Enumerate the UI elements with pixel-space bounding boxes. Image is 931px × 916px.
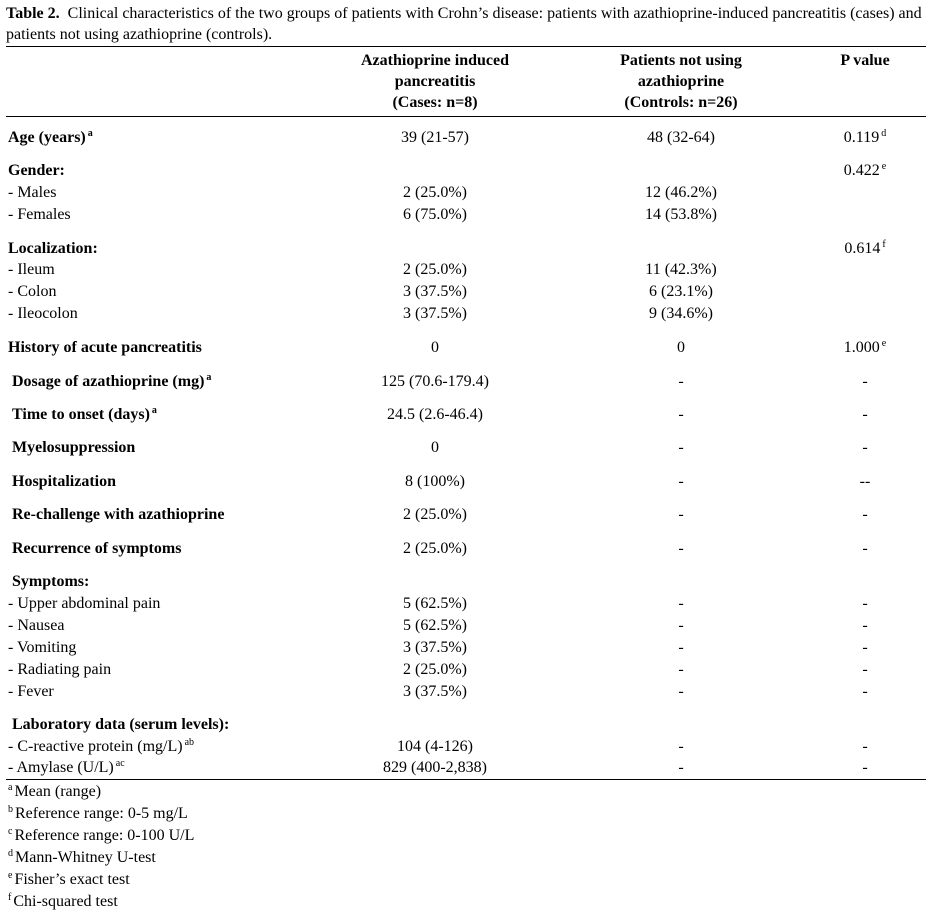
footnote-f-text: Chi-squared test [13, 893, 118, 910]
footnote-e [8, 869, 130, 891]
row-colon-label: - Colon [8, 283, 57, 300]
footnote-c [8, 825, 194, 847]
row-amylase-label-text: - Amylase (U/L) [8, 759, 114, 776]
footnote-b [8, 803, 188, 825]
row-nausea-controls: - [678, 617, 684, 634]
header-controls-line1: Patients not using [620, 52, 742, 69]
row-rechallenge-cases: 2 (25.0%) [403, 506, 467, 523]
header-cases [330, 50, 540, 113]
row-vomiting-controls: - [678, 639, 684, 656]
row-upper-cases: 5 (62.5%) [403, 595, 467, 612]
row-nausea-p: - [862, 617, 868, 634]
header-cases-line3: (Cases: n=8) [392, 94, 478, 111]
row-onset-label-text: Time to onset (days) [12, 406, 150, 423]
footnote-a-mark: a [8, 782, 13, 793]
header-cases-line1: Azathioprine induced [360, 52, 509, 69]
row-age-p-text: 0.119 [843, 129, 880, 146]
row-fever-label: - Fever [8, 683, 54, 700]
row-dosage-sup: a [206, 372, 212, 383]
row-recurrence-label: Recurrence of symptoms [12, 540, 182, 557]
row-recurrence-p: - [862, 540, 868, 557]
row-history-p-text: 1.000 [843, 339, 880, 356]
row-dosage-cases: 125 (70.6-179.4) [381, 373, 489, 390]
row-males-controls: 12 (46.2%) [645, 184, 717, 201]
row-fever-p: - [862, 683, 868, 700]
row-age-sup: a [87, 128, 93, 139]
row-females-controls: 14 (53.8%) [645, 206, 717, 223]
row-vomiting-p: - [862, 639, 868, 656]
row-males-cases: 2 (25.0%) [403, 184, 467, 201]
footnote-f [8, 891, 118, 913]
row-onset-p: - [862, 406, 868, 423]
row-fever-controls: - [678, 683, 684, 700]
row-amylase-label [8, 757, 125, 779]
row-ileocolon-label: - Ileocolon [8, 305, 78, 322]
row-gender-label: Gender: [8, 162, 65, 179]
row-recurrence-controls: - [678, 540, 684, 557]
footnote-a-text: Mean (range) [14, 783, 102, 800]
row-radiating-p: - [862, 661, 868, 678]
row-age-controls: 48 (32-64) [647, 129, 715, 146]
row-onset-label [12, 404, 157, 426]
row-localization-p [795, 238, 931, 260]
row-age-psup: d [881, 128, 887, 139]
row-gender-p-text: 0.422 [843, 162, 880, 179]
footnote-b-text: Reference range: 0-5 mg/L [15, 805, 188, 822]
row-history-controls: 0 [677, 339, 685, 356]
row-myelo-cases: 0 [431, 439, 439, 456]
row-age-label-text: Age (years) [8, 129, 86, 146]
row-crp-p: - [862, 738, 868, 755]
footnote-d [8, 847, 156, 869]
row-recurrence-cases: 2 (25.0%) [403, 540, 467, 557]
header-controls [576, 50, 786, 113]
row-crp-sup: ab [184, 737, 195, 748]
header-controls-line2: azathioprine [637, 73, 725, 90]
header-rule [6, 116, 926, 117]
caption-text: Clinical characteristics of the two groups of patients with Crohn’s disease: patients with azathioprine-induced pancreatitis (cases) and patients not using azathioprine (controls). [6, 5, 922, 43]
footnote-d-mark: d [8, 848, 13, 859]
row-ileum-controls: 11 (42.3%) [645, 261, 717, 278]
header-pvalue: P value [840, 52, 890, 69]
row-ileocolon-cases: 3 (37.5%) [403, 305, 467, 322]
row-amylase-sup: ac [115, 758, 125, 769]
row-upper-label: - Upper abdominal pain [8, 595, 161, 612]
row-age-cases: 39 (21-57) [401, 129, 469, 146]
row-crp-cases: 104 (4-126) [397, 738, 473, 755]
row-hosp-label: Hospitalization [12, 473, 117, 490]
row-ileum-cases: 2 (25.0%) [403, 261, 467, 278]
row-females-label: - Females [8, 206, 71, 223]
row-onset-sup: a [151, 405, 157, 416]
row-onset-cases: 24.5 (2.6-46.4) [387, 406, 483, 423]
footnote-e-text: Fisher’s exact test [14, 871, 130, 888]
row-localization-p-text: 0.614 [844, 240, 881, 257]
row-radiating-label: - Radiating pain [8, 661, 112, 678]
row-females-cases: 6 (75.0%) [403, 206, 467, 223]
row-vomiting-label: - Vomiting [8, 639, 77, 656]
row-myelo-p: - [862, 439, 868, 456]
top-rule [6, 46, 926, 47]
row-amylase-cases: 829 (400-2,838) [383, 759, 487, 776]
row-crp-label-text: - C-reactive protein (mg/L) [8, 738, 183, 755]
footnote-a [8, 781, 101, 803]
footnote-b-mark: b [8, 804, 13, 815]
row-localization-psup: f [882, 239, 886, 250]
row-history-p [795, 337, 931, 359]
row-hosp-controls: - [678, 473, 684, 490]
row-myelo-controls: - [678, 439, 684, 456]
table-label: Table 2. [6, 5, 60, 22]
row-hosp-cases: 8 (100%) [405, 473, 465, 490]
row-rechallenge-label: Re-challenge with azathioprine [12, 506, 225, 523]
footnote-e-mark: e [8, 870, 13, 881]
row-history-cases: 0 [431, 339, 439, 356]
row-onset-controls: - [678, 406, 684, 423]
row-amylase-p: - [862, 759, 868, 776]
row-upper-controls: - [678, 595, 684, 612]
row-colon-cases: 3 (37.5%) [403, 283, 467, 300]
row-nausea-label: - Nausea [8, 617, 65, 634]
row-vomiting-cases: 3 (37.5%) [403, 639, 467, 656]
row-rechallenge-p: - [862, 506, 868, 523]
row-history-psup: e [881, 338, 887, 349]
row-gender-psup: e [881, 161, 887, 172]
row-crp-controls: - [678, 738, 684, 755]
row-dosage-p: - [862, 373, 868, 390]
row-dosage-label-text: Dosage of azathioprine (mg) [12, 373, 205, 390]
footnote-c-mark: c [8, 826, 13, 837]
row-ileocolon-controls: 9 (34.6%) [649, 305, 713, 322]
row-males-label: - Males [8, 184, 57, 201]
row-localization-label: Localization: [8, 240, 98, 257]
row-nausea-cases: 5 (62.5%) [403, 617, 467, 634]
row-crp-label [8, 736, 194, 758]
footnote-c-text: Reference range: 0-100 U/L [14, 827, 195, 844]
row-dosage-controls: - [678, 373, 684, 390]
row-ileum-label: - Ileum [8, 261, 55, 278]
row-radiating-controls: - [678, 661, 684, 678]
row-symptoms-label: Symptoms: [12, 573, 90, 590]
row-age-label [8, 127, 93, 149]
bottom-rule [6, 779, 926, 780]
row-dosage-label [12, 371, 211, 393]
row-colon-controls: 6 (23.1%) [649, 283, 713, 300]
row-amylase-controls: - [678, 759, 684, 776]
row-gender-p [795, 160, 931, 182]
row-myelo-label: Myelosuppression [12, 439, 136, 456]
row-lab-label: Laboratory data (serum levels): [12, 716, 230, 733]
row-age-p [795, 127, 931, 149]
row-radiating-cases: 2 (25.0%) [403, 661, 467, 678]
table-caption [6, 3, 926, 45]
footnote-d-text: Mann-Whitney U-test [15, 849, 156, 866]
footnote-f-mark: f [8, 892, 12, 903]
header-controls-line3: (Controls: n=26) [624, 94, 738, 111]
row-rechallenge-controls: - [678, 506, 684, 523]
row-history-label: History of acute pancreatitis [8, 339, 202, 356]
row-upper-p: - [862, 595, 868, 612]
header-cases-line2: pancreatitis [394, 73, 476, 90]
row-fever-cases: 3 (37.5%) [403, 683, 467, 700]
row-hosp-p: -- [859, 473, 871, 490]
